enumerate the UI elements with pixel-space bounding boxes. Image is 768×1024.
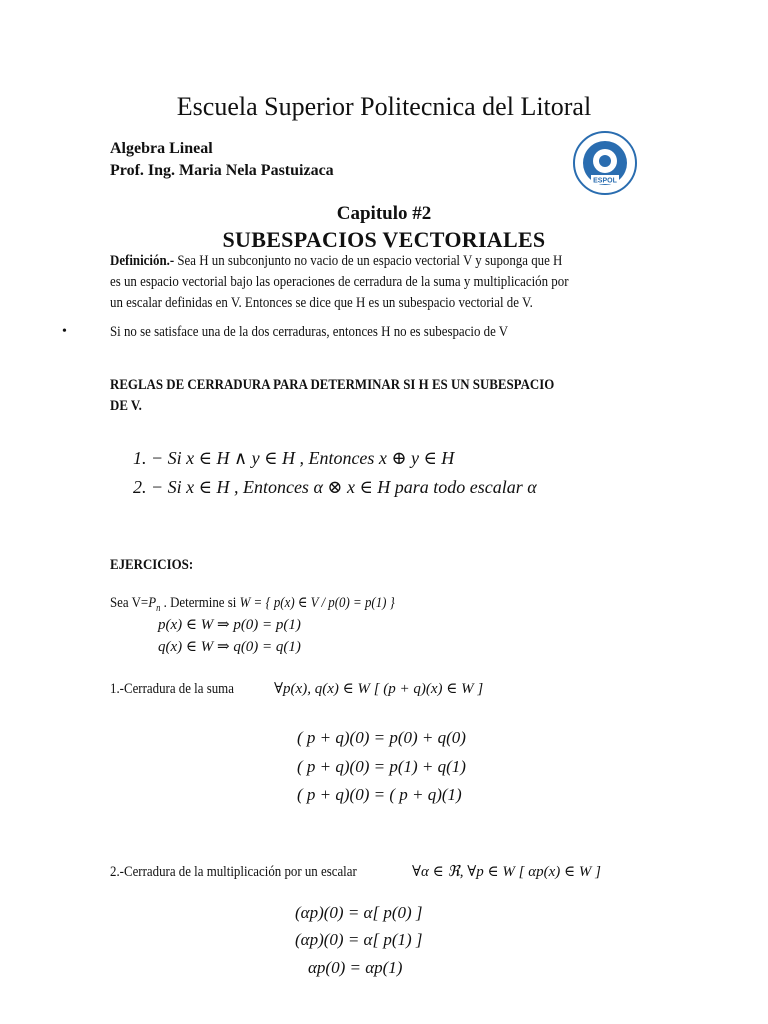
- mult-closure-label: 2.-Cerradura de la multiplicación por un escalar: [110, 864, 357, 880]
- professor-name: Prof. Ing. Maria Nela Pastuizaca: [110, 162, 334, 179]
- chapter-title: SUBESPACIOS VECTORIALES: [222, 227, 546, 252]
- chapter-label: Capitulo #2: [336, 203, 432, 224]
- course-name: Algebra Lineal: [110, 140, 213, 157]
- mult-equation-1: (αp)(0) = α[ p(0) ]: [295, 903, 423, 922]
- condition-p: p(x) ∈ W ⇒ p(0) = p(1): [158, 617, 301, 633]
- rules-heading-line-1: REGLAS DE CERRADURA PARA DETERMINAR SI H ES UN SUBESPACIO: [110, 377, 555, 393]
- rules-heading-line-2: DE V.: [110, 398, 142, 414]
- sum-equation-1: ( p + q)(0) = p(0) + q(0): [297, 728, 466, 747]
- logo-text: ESPOL: [593, 177, 617, 185]
- sum-closure-quantifier: ∀p(x), q(x) ∈ W [ (p + q)(x) ∈ W ]: [274, 681, 484, 697]
- closure-rule-2: 2. − Si x ∈ H , Entonces α ⊗ x ∈ H para todo escalar α: [133, 477, 537, 497]
- mult-equation-3: αp(0) = αp(1): [308, 958, 403, 977]
- sum-closure-label: 1.-Cerradura de la suma: [110, 681, 234, 697]
- sum-equation-2: ( p + q)(0) = p(1) + q(1): [297, 757, 466, 776]
- set-definition: W = { p(x) ∈ V / p(0) = p(1) }: [239, 595, 395, 611]
- document-title: Escuela Superior Politecnica del Litoral: [176, 92, 592, 121]
- mult-closure-quantifier: ∀α ∈ ℜ, ∀p ∈ W [ αp(x) ∈ W ]: [412, 864, 601, 880]
- definition-label: Definición.-: [110, 253, 175, 269]
- exercise-intro: Sea $V=P_n$ . Determine si W = { p(x) ∈ V / p(0) = p(1) }: [110, 595, 395, 614]
- definition-line-2: es un espacio vectorial bajo las operaciones de cerradura de la suma y multiplicación por: [110, 274, 569, 290]
- bullet-symbol: •: [62, 324, 67, 339]
- space-symbol: $P_n$: [148, 595, 161, 614]
- bullet-text: Si no se satisface una de la dos cerraduras, entonces H no es subespacio de V: [110, 324, 509, 340]
- closure-rule-1: 1. − Si x ∈ H ∧ y ∈ H , Entonces x ⊕ y ∈ H: [133, 448, 455, 468]
- definition-paragraph: [110, 251, 643, 314]
- mult-equation-2: (αp)(0) = α[ p(1) ]: [295, 930, 423, 949]
- espol-logo: [573, 131, 637, 195]
- condition-q: q(x) ∈ W ⇒ q(0) = q(1): [158, 639, 301, 655]
- definition-line-3: un escalar definidas en V. Entonces se dice que H es un subespacio vectorial de V.: [110, 295, 533, 311]
- sum-equation-3: ( p + q)(0) = ( p + q)(1): [297, 785, 462, 804]
- exercises-heading: EJERCICIOS:: [110, 557, 194, 573]
- definition-line-1: Sea H un subconjunto no vacio de un espacio vectorial V y suponga que H: [174, 253, 563, 269]
- rules-heading: [110, 375, 627, 417]
